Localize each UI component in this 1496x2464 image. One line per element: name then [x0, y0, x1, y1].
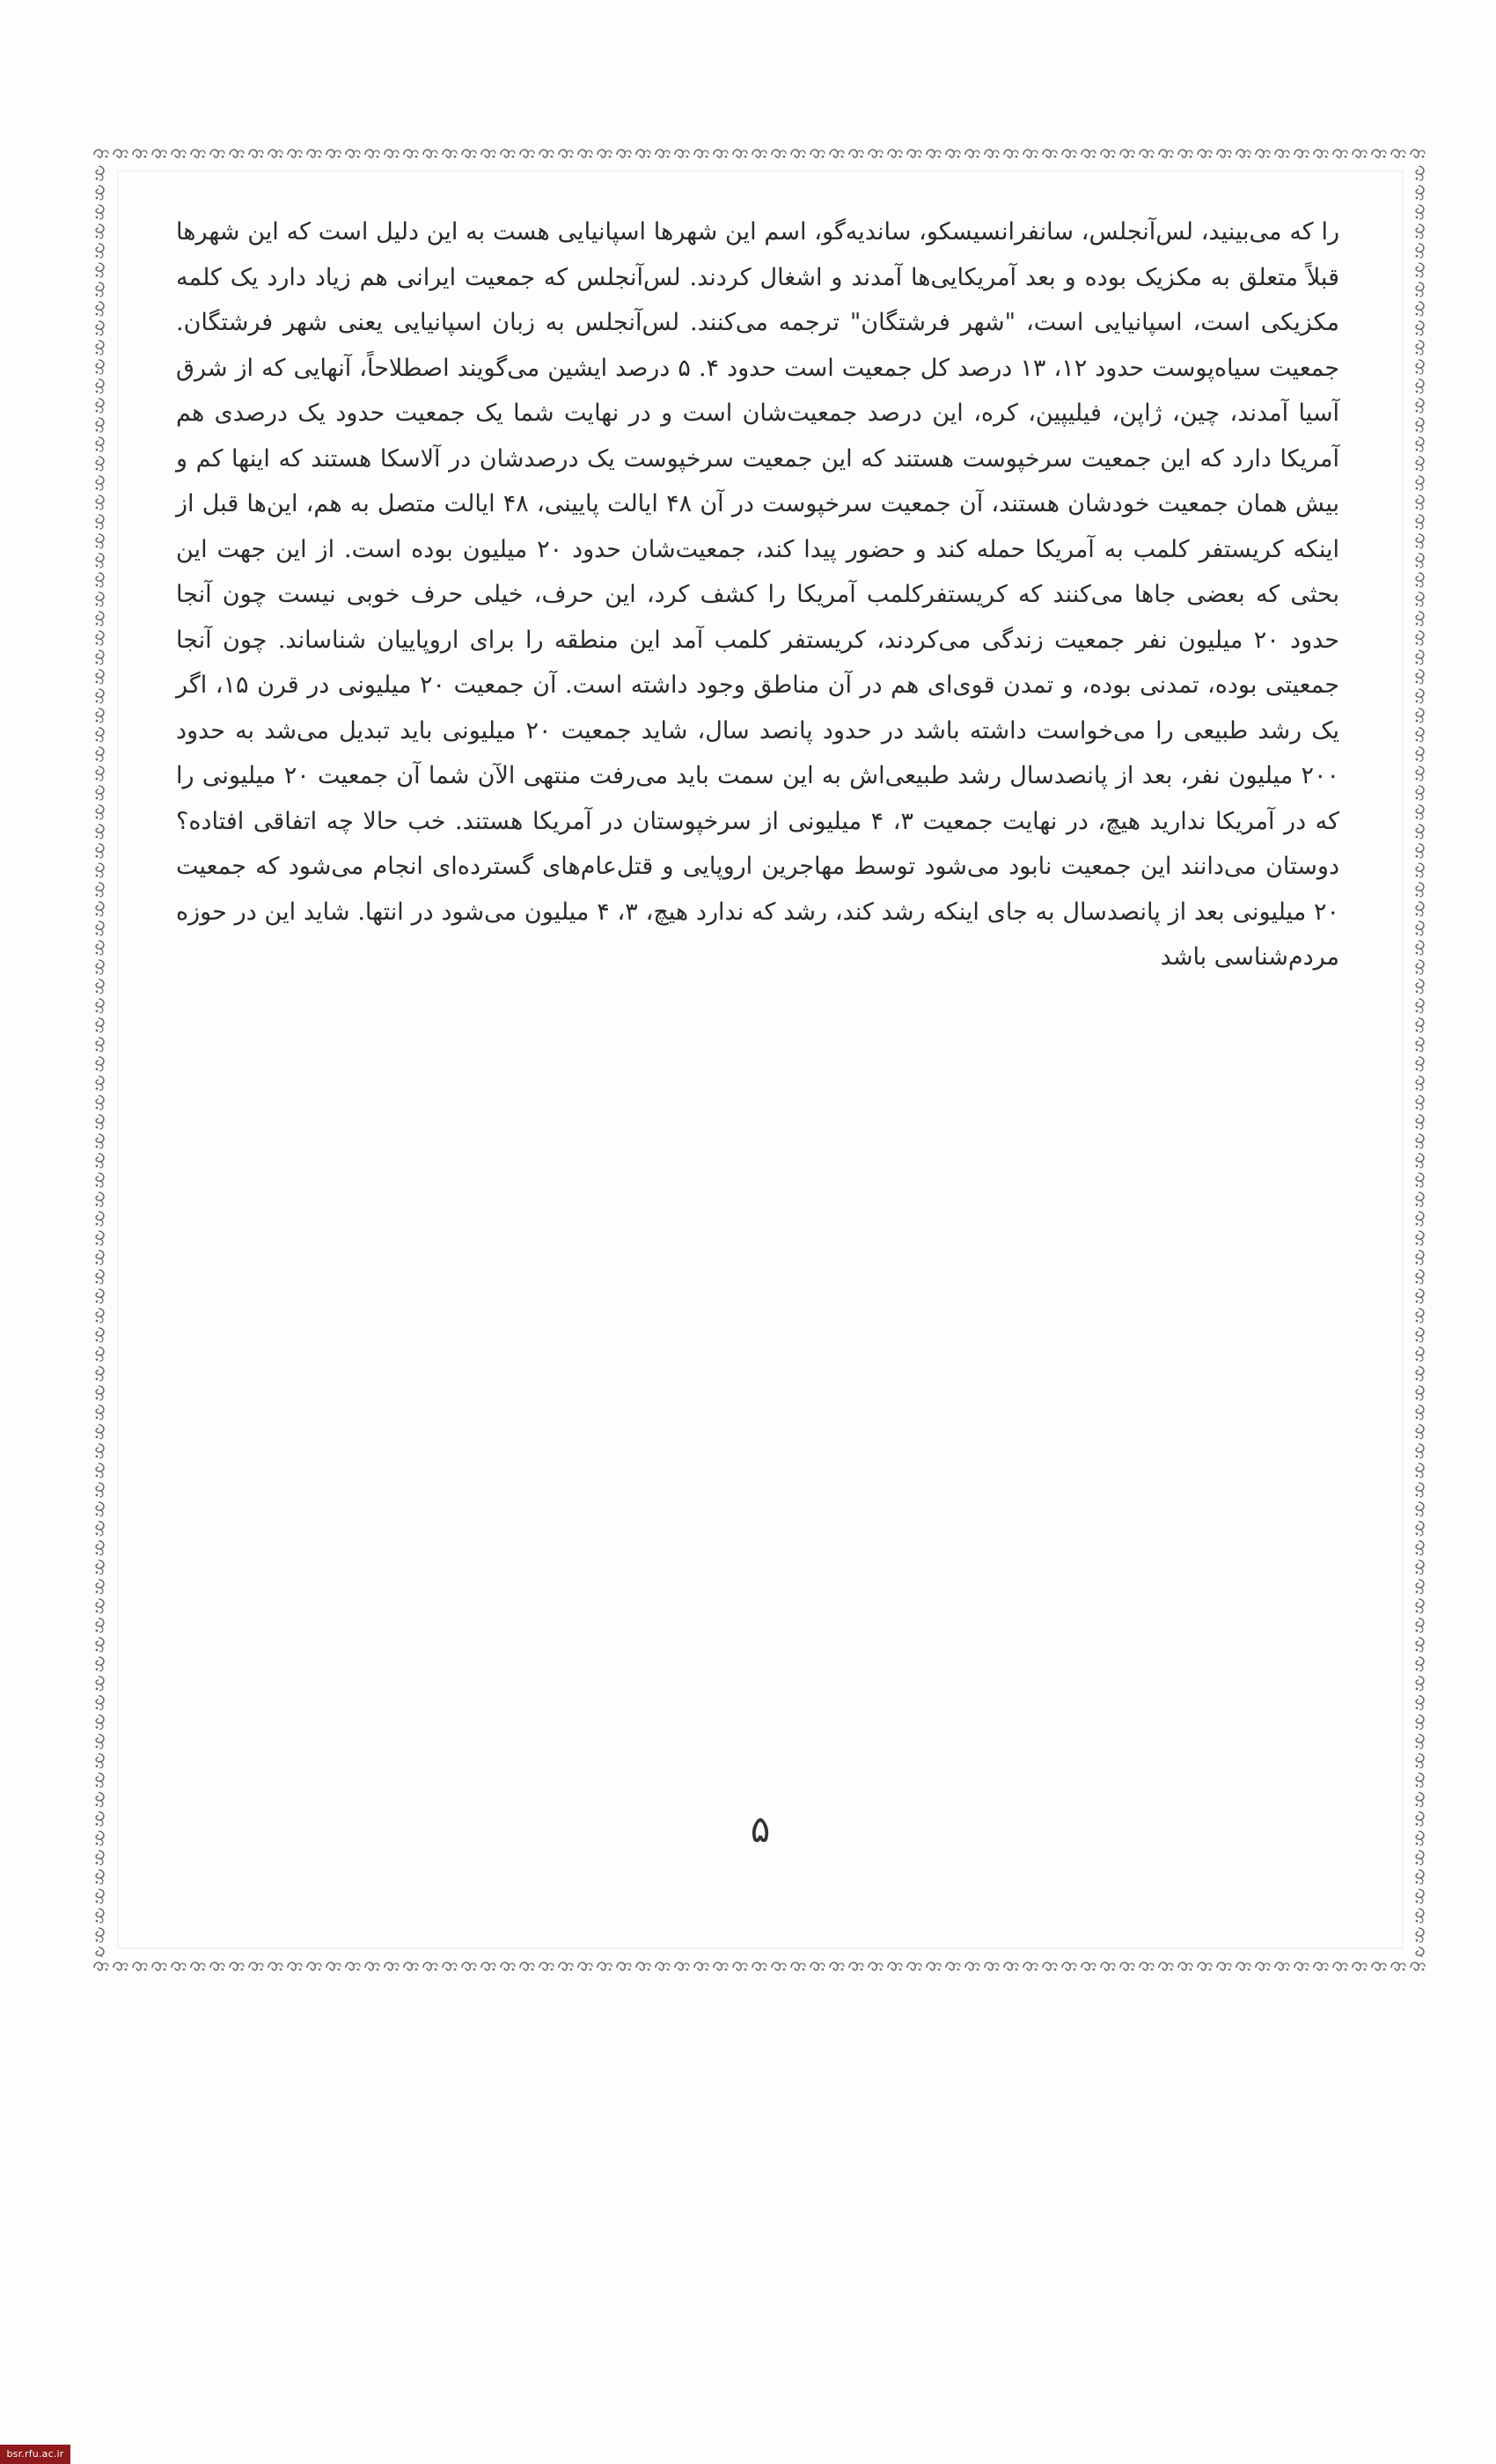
ornamental-frame — [92, 144, 1429, 1975]
body-paragraph: را که می‌بینید، لس‌آنجلس، سانفرانسیسکو، ساندیه‌گو، اسم این شهرها اسپانیایی هست به این دلیل است که این شهرها قبلاً متعلق به مکزیک بوده و بعد آمریکایی‌ها آمدند و اشغال کردند. لس‌آنجلس که جمعیت ایرانی هم زیاد دارد یک کلمه مکزیکی است، اسپانیایی است، "شهر فرشتگان" ترجمه می‌کنند. لس‌آنجلس به زبان اسپانیایی یعنی شهر فرشتگان. جمعیت سیاه‌پوست حدود ۱۲، ۱۳ درصد کل جمعیت است حدود ۴. ۵ درصد ایشین می‌گویند اصطلاحاً، آنهایی که از شرق آسیا آمدند، چین، ژاپن، فیلیپین، کره، این درصد جمعیت‌شان است و در نهایت شما یک جمعیت حدود یک درصدی هم آمریکا دارد که این جمعیت سرخپوست هستند که این جمعیت سرخپوست یک درصدشان در آلاسکا هستند که اینها کم و بیش همان جمعیت خودشان هستند، آن جمعیت سرخپوست در آن ۴۸ ایالت پایینی، ۴۸ ایالت متصل به هم، این‌ها قبل از اینکه کریستفر کلمب به آمریکا حمله کند و حضور پیدا کند، جمعیت‌شان حدود ۲۰ میلیون بوده است. از این جهت این بحثی که بعضی جاها می‌کنند که کریستفرکلمب آمریکا را کشف کرد، این حرف، خیلی حرف خوبی نیست چون آنجا حدود ۲۰ میلیون نفر جمعیت زندگی می‌کردند، کریستفر کلمب آمد این منطقه را برای اروپاییان شناساند. چون آنجا جمعیتی بوده، تمدنی بوده، و تمدن قوی‌ای هم در آن مناطق وجود داشته است. آن جمعیت ۲۰ میلیونی در قرن ۱۵، اگر یک رشد طبیعی را می‌خواست داشته باشد در حدود پانصد سال، شاید جمعیت ۲۰ میلیونی باید تبدیل می‌شد به حدود ۲۰۰ میلیون نفر، بعد از پانصدسال رشد طبیعی‌اش به این سمت باید می‌رفت منتهی الآن شما آن جمعیت ۲۰ میلیونی را که در آمریکا ندارید هیچ، در نهایت جمعیت ۳، ۴ میلیونی از سرخپوستان در آمریکا هستند. خب حالا چه اتفاقی افتاده؟ دوستان می‌دانند این جمعیت نابود می‌شود توسط مهاجرین اروپایی و قتل‌عام‌های گسترده‌ای انجام می‌شود که جمعیت ۲۰ میلیونی بعد از پانصدسال به جای اینکه رشد کند، رشد که ندارد هیچ، ۳، ۴ میلیون می‌شود در انتها. شاید این در حوزه مردم‌شناسی باشد — [176, 218, 1340, 971]
page-number: ۵ — [750, 1808, 771, 1851]
site-logo-badge[interactable]: bsr.rfu.ac.ir — [0, 2445, 70, 2464]
